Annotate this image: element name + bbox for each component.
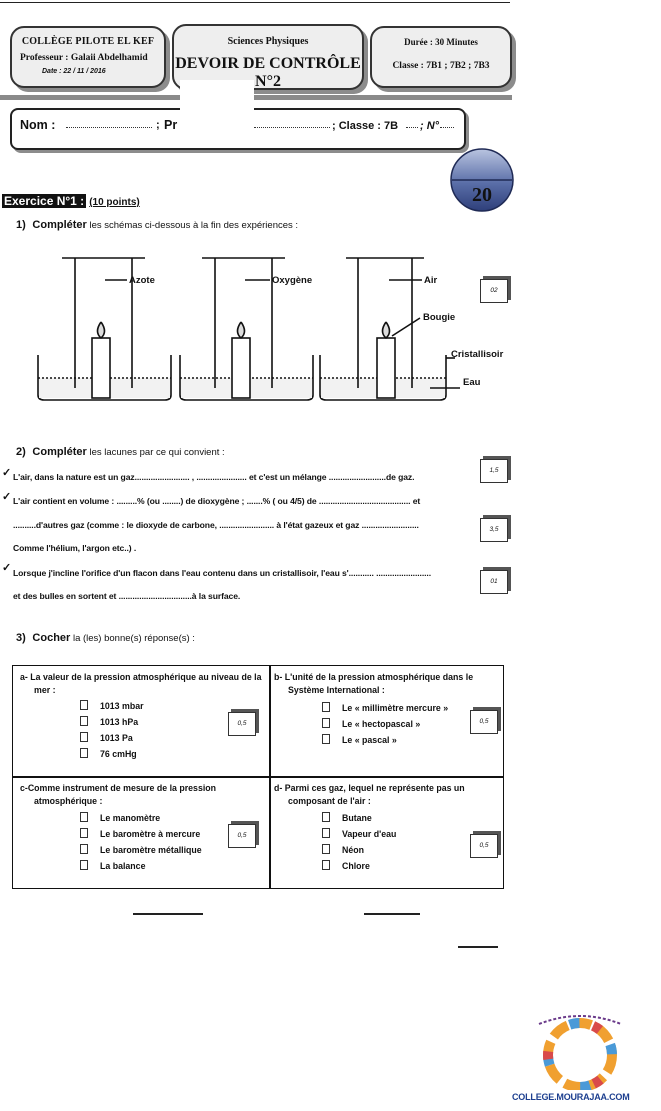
q2-line-2: L'air contient en volume : .........% (ou ........) de dioxygène ; .......% ( ou 4/5) de ........................................ et [13, 496, 421, 506]
q2-mark-box-3: 01 [480, 570, 508, 594]
q1-verb: Compléter [32, 219, 87, 231]
q3-verb: Cocher [32, 632, 71, 644]
q1-mark-box: 02 [480, 279, 508, 303]
redaction-block [180, 80, 254, 140]
site-logo [525, 1010, 635, 1090]
numero-field[interactable] [440, 127, 454, 128]
checkbox[interactable] [80, 700, 88, 710]
option-b1[interactable]: Le « millimètre mercure » [322, 702, 448, 713]
checkbox[interactable] [80, 748, 88, 758]
option-c1[interactable]: Le manomètre [80, 812, 160, 823]
duration: Durée : 30 Minutes [404, 37, 478, 47]
checkbox[interactable] [80, 828, 88, 838]
subject: Sciences Physiques [227, 36, 309, 47]
check-mark-icon: ✓ [2, 467, 12, 479]
grade-total: 20 [472, 184, 492, 206]
classes: Classe : 7B1 ; 7B2 ; 7B3 [392, 61, 490, 71]
check-mark-icon: ✓ [2, 562, 12, 574]
q1-number: 1) [16, 219, 26, 231]
option-c3[interactable]: Le baromètre métallique [80, 844, 202, 855]
label-cristallisoir: Cristallisoir [451, 349, 504, 360]
exercise-title [2, 194, 140, 208]
q2-line-5: Lorsque j'incline l'orifice d'un flacon dans l'eau contenu dans un cristallisoir, l'eau s'........... ........................ [13, 568, 431, 578]
q1-text: les schémas ci-dessous à la fin des expériences : [89, 220, 299, 231]
checkbox[interactable] [80, 844, 88, 854]
question-3 [16, 632, 195, 644]
exercise-label: Exercice N°1 : [4, 194, 85, 208]
option-c2[interactable]: Le baromètre à mercure [80, 828, 200, 839]
info-box [370, 26, 512, 88]
label-oxygene: Oxygène [272, 275, 313, 286]
option-d2[interactable]: Vapeur d'eau [322, 828, 396, 839]
checkbox[interactable] [322, 812, 330, 822]
prenom-field[interactable] [254, 127, 330, 128]
cell-c-title: c-Comme instrument de mesure de la pression atmosphérique : [20, 783, 217, 806]
nom-field[interactable] [66, 127, 152, 128]
checkbox[interactable] [322, 718, 330, 728]
nom-label: Nom : [20, 118, 56, 132]
q2-mark-box-1: 1,5 [480, 459, 508, 483]
checkbox[interactable] [322, 702, 330, 712]
exam-date: Date : 22 / 11 / 2016 [42, 68, 106, 75]
option-a2[interactable]: 1013 hPa [80, 716, 138, 727]
checkbox[interactable] [322, 828, 330, 838]
grade-badge [450, 148, 514, 212]
checkbox[interactable] [80, 860, 88, 870]
label-eau: Eau [463, 377, 481, 388]
separator-line [364, 913, 420, 915]
check-mark-icon: ✓ [2, 491, 12, 503]
separator-line [133, 913, 203, 915]
q2-number: 2) [16, 446, 26, 458]
label-air: Air [424, 275, 438, 286]
cell-d-mark-box: 0,5 [470, 834, 498, 858]
classe-field[interactable] [406, 127, 418, 128]
cell-b-title: b- L'unité de la pression atmosphérique dans le Système International : [274, 672, 474, 695]
checkbox[interactable] [322, 844, 330, 854]
checkbox[interactable] [80, 716, 88, 726]
cell-c-mark-box: 0,5 [228, 824, 256, 848]
q2-line-6: et des bulles en sortent et ................................à la surface. [13, 591, 241, 601]
q2-verb: Compléter [32, 446, 87, 458]
option-d3[interactable]: Néon [322, 844, 364, 855]
school-name: COLLÈGE PILOTE EL KEF [21, 36, 155, 47]
grid-divider-horizontal [12, 776, 504, 778]
cell-a-title: a- La valeur de la pression atmosphérique au niveau de la mer : [20, 672, 262, 695]
option-b2[interactable]: Le « hectopascal » [322, 718, 420, 729]
exam-title: DEVOIR DE CONTRÔLE N°2 [175, 55, 361, 90]
option-a3[interactable]: 1013 Pa [80, 732, 133, 743]
header-band [0, 95, 512, 100]
classe-label: ; Classe : 7B [332, 120, 399, 132]
checkbox[interactable] [80, 732, 88, 742]
school-box [10, 26, 166, 88]
option-d4[interactable]: Chlore [322, 860, 370, 871]
q2-line-4: Comme l'hélium, l'argon etc..) . [13, 543, 137, 553]
question-2 [16, 446, 225, 458]
q2-line-1: L'air, dans la nature est un gaz........................ , ...................... et c'est un mélange .........................de gaz. [13, 472, 415, 482]
option-b3[interactable]: Le « pascal » [322, 734, 397, 745]
q2-mark-box-2: 3,5 [480, 518, 508, 542]
teacher-name: Professeur : Galaii Abdelhamid [20, 53, 148, 63]
numero-label: ; N° [420, 120, 440, 132]
experiment-diagrams [30, 250, 480, 405]
checkbox[interactable] [322, 734, 330, 744]
option-d1[interactable]: Butane [322, 812, 372, 823]
prenom-label: Pr [164, 118, 178, 132]
cell-a-mark-box: 0,5 [228, 712, 256, 736]
checkbox[interactable] [322, 860, 330, 870]
separator-line [458, 946, 498, 948]
q3-text: la (les) bonne(s) réponse(s) : [72, 633, 195, 644]
question-1 [16, 219, 298, 231]
option-a4[interactable]: 76 cmHg [80, 748, 137, 759]
option-a1[interactable]: 1013 mbar [80, 700, 144, 711]
label-bougie: Bougie [423, 312, 456, 323]
q2-text: les lacunes par ce qui convient : [89, 447, 225, 458]
q3-number: 3) [16, 632, 26, 644]
exercise-points: (10 points) [89, 197, 140, 208]
label-azote: Azote [129, 275, 155, 286]
cell-d-title: d- Parmi ces gaz, lequel ne représente pas un composant de l'air : [274, 783, 465, 806]
q2-line-3: ..........d'autres gaz (comme : le dioxyde de carbone, ........................ à l'état gazeux et gaz ......................... [13, 520, 419, 530]
checkbox[interactable] [80, 812, 88, 822]
cell-b-mark-box: 0,5 [470, 710, 498, 734]
top-rule [0, 2, 510, 3]
site-url[interactable]: COLLEGE.MOURAJAA.COM [512, 1092, 630, 1102]
option-c4[interactable]: La balance [80, 860, 145, 871]
